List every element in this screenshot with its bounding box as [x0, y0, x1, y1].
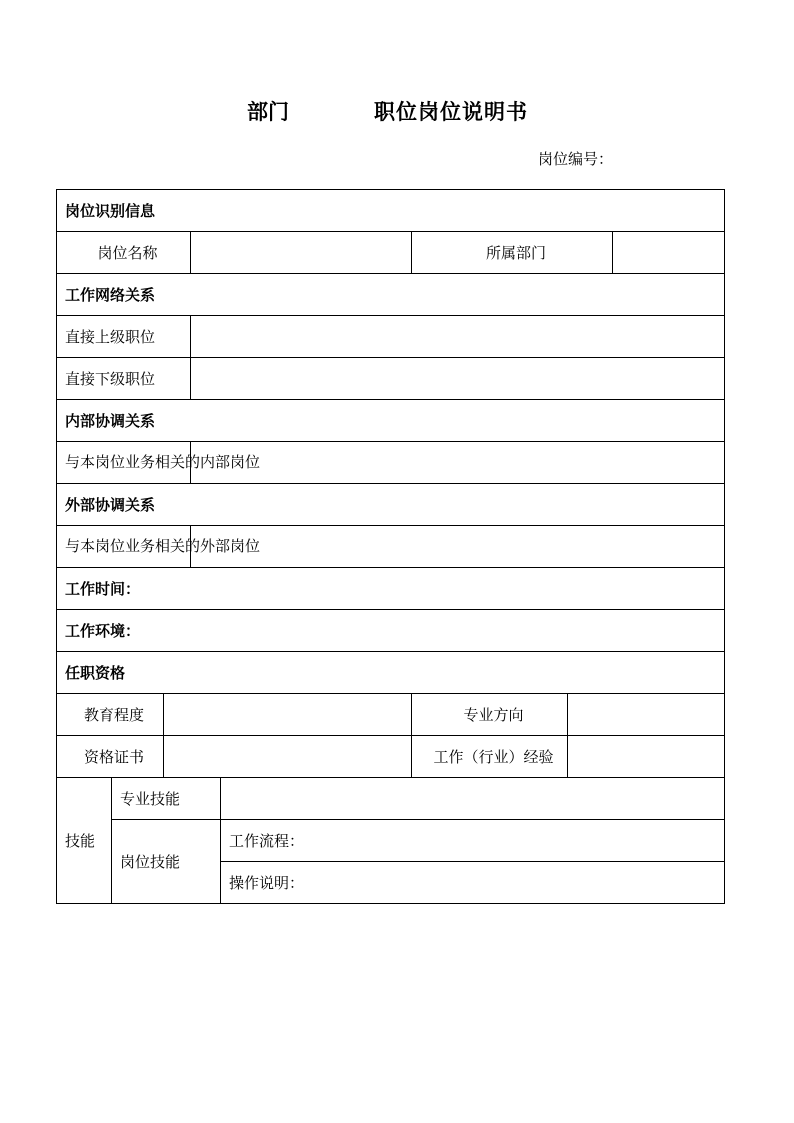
operation-field[interactable]: 操作说明：: [221, 862, 725, 904]
internal-positions-field[interactable]: [191, 442, 725, 484]
external-positions-label: 与本岗位业务相关的外部岗位: [57, 526, 191, 568]
education-field[interactable]: [164, 694, 412, 736]
section-external-title: 外部协调关系: [57, 484, 725, 526]
skills-label: 技能: [57, 778, 112, 904]
position-name-label: 岗位名称: [57, 232, 191, 274]
work-environment-row[interactable]: 工作环境：: [57, 610, 725, 652]
title-text: 职位岗位说明书: [374, 99, 528, 124]
section-network-title: 工作网络关系: [57, 274, 725, 316]
section-qualifications-title: 任职资格: [57, 652, 725, 694]
major-field[interactable]: [568, 694, 725, 736]
superior-label: 直接上级职位: [57, 316, 191, 358]
dept-label: 部门: [247, 99, 289, 124]
work-time-row[interactable]: 工作时间：: [57, 568, 725, 610]
experience-label: 工作（行业）经验: [412, 736, 568, 778]
subordinate-label: 直接下级职位: [57, 358, 191, 400]
section-internal-title: 内部协调关系: [57, 400, 725, 442]
document-title: [0, 96, 794, 128]
certificate-label: 资格证书: [57, 736, 164, 778]
professional-skills-label: 专业技能: [112, 778, 221, 820]
position-name-field[interactable]: [191, 232, 412, 274]
subordinate-field[interactable]: [191, 358, 725, 400]
certificate-field[interactable]: [164, 736, 412, 778]
department-label: 所属部门: [412, 232, 613, 274]
major-label: 专业方向: [412, 694, 568, 736]
job-description-table: [56, 189, 725, 904]
education-label: 教育程度: [57, 694, 164, 736]
external-positions-field[interactable]: [191, 526, 725, 568]
position-code-label: 岗位编号：: [538, 150, 614, 168]
experience-field[interactable]: [568, 736, 725, 778]
department-field[interactable]: [613, 232, 725, 274]
section-identity-title: 岗位识别信息: [57, 190, 725, 232]
workflow-field[interactable]: 工作流程：: [221, 820, 725, 862]
superior-field[interactable]: [191, 316, 725, 358]
professional-skills-field[interactable]: [221, 778, 725, 820]
position-skills-label: 岗位技能: [112, 820, 221, 904]
internal-positions-label: 与本岗位业务相关的内部岗位: [57, 442, 191, 484]
